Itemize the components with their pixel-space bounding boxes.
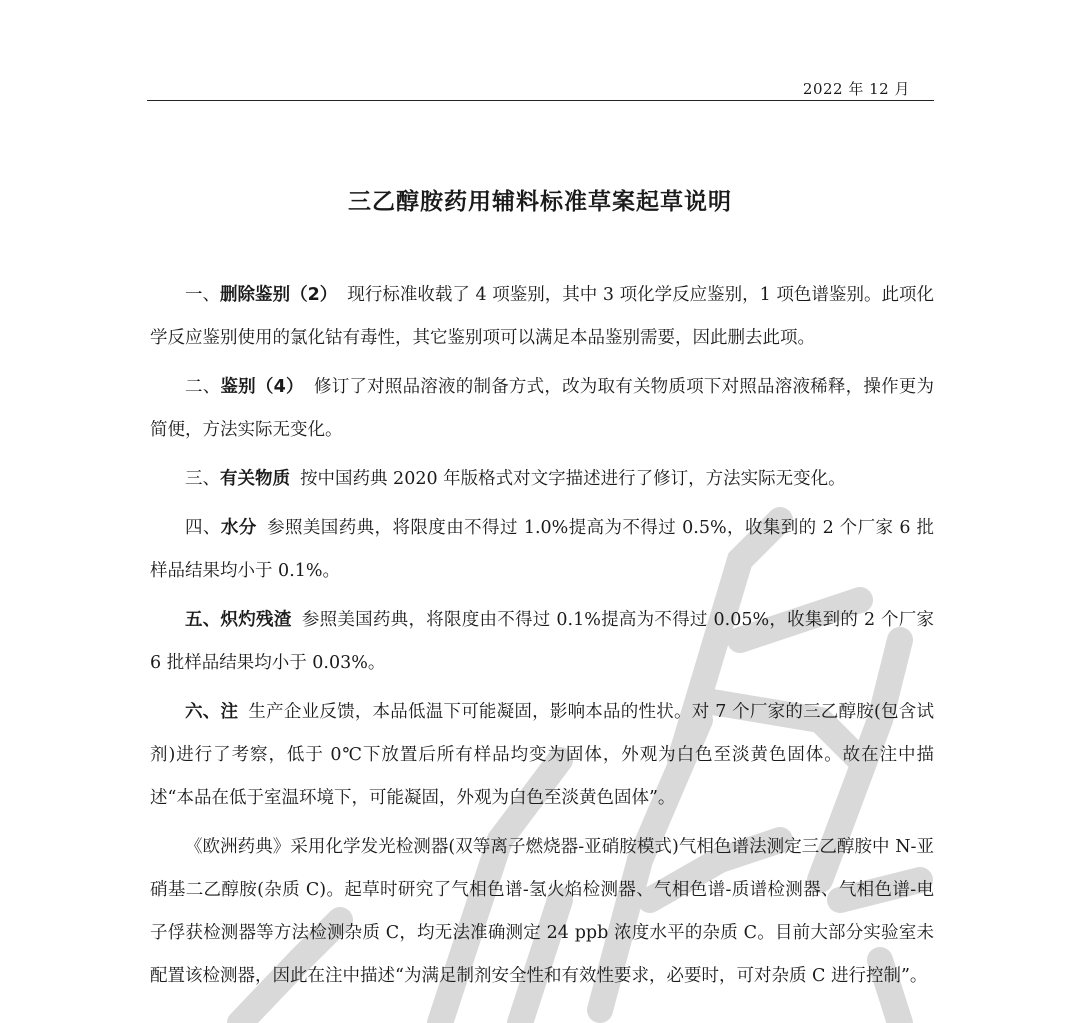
- section-paragraph: [150, 274, 934, 360]
- section-heading: 炽灼残渣: [220, 610, 292, 630]
- document-body: [150, 274, 934, 1004]
- section-paragraph: [150, 366, 934, 452]
- header-divider: [147, 100, 934, 101]
- section-paragraph: [150, 458, 934, 501]
- section-number: 二、: [185, 377, 221, 397]
- section-paragraph: [150, 507, 934, 593]
- header-date: 2022 年 12 月: [802, 80, 910, 98]
- section-heading: 删除鉴别（2）: [220, 285, 338, 305]
- closing-paragraph: 《欧洲药典》采用化学发光检测器(双等离子燃烧器-亚硝胺模式)气相色谱法测定三乙醇胺中 N-亚硝基二乙醇胺(杂质 C)。起草时研究了气相色谱-氢火焰检测器、气相色谱-质谱检测器、气相色谱-电子俘获检测器等方法检测杂质 C，均无法准确测定 24 ppb 浓度水平的杂质 C。目前大部分实验室未配置该检测器，因此在注中描述“为满足制剂安全性和有效性要求，必要时，可对杂质 C 进行控制”。: [150, 837, 934, 986]
- section-heading: 水分: [220, 518, 257, 538]
- section-number: 五、: [185, 610, 221, 630]
- section-text: 生产企业反馈，本品低温下可能凝固，影响本品的性状。对 7 个厂家的三乙醇胺(包含试剂)进行了考察，低于 0℃下放置后所有样品均变为固体，外观为白色至淡黄色固体。故在注中描述“本品在低于室温环境下，可能凝固，外观为白色至淡黄色固体”。: [150, 702, 935, 808]
- section-heading: 鉴别（4）: [220, 377, 304, 397]
- section-heading: 注: [220, 702, 239, 722]
- section-text: 参照美国药典，将限度由不得过 0.1%提高为不得过 0.05%，收集到的 2 个厂家 6 批样品结果均小于 0.03%。: [150, 610, 935, 673]
- section-number: 三、: [185, 469, 220, 489]
- section-number: 一、: [185, 285, 221, 305]
- section-text: 按中国药典 2020 年版格式对文字描述进行了修订，方法实际无变化。: [300, 469, 846, 489]
- section-text: 修订了对照品溶液的制备方式，改为取有关物质项下对照品溶液稀释，操作更为简便，方法实际无变化。: [150, 377, 935, 440]
- section-text: 参照美国药典，将限度由不得过 1.0%提高为不得过 0.5%，收集到的 2 个厂家 6 批样品结果均小于 0.1%。: [150, 518, 935, 581]
- document-title: 三乙醇胺药用辅料标准草案起草说明: [348, 189, 732, 215]
- section-heading: 有关物质: [220, 469, 290, 489]
- section-number: 六、: [185, 702, 221, 722]
- section-number: 四、: [185, 518, 221, 538]
- section-paragraph: [150, 599, 934, 685]
- section-text: 现行标准收载了 4 项鉴别，其中 3 项化学反应鉴别，1 项色谱鉴别。此项化学反应鉴别使用的氯化钴有毒性，其它鉴别项可以满足本品鉴别需要，因此删去此项。: [150, 285, 934, 348]
- section-paragraph: [150, 691, 934, 820]
